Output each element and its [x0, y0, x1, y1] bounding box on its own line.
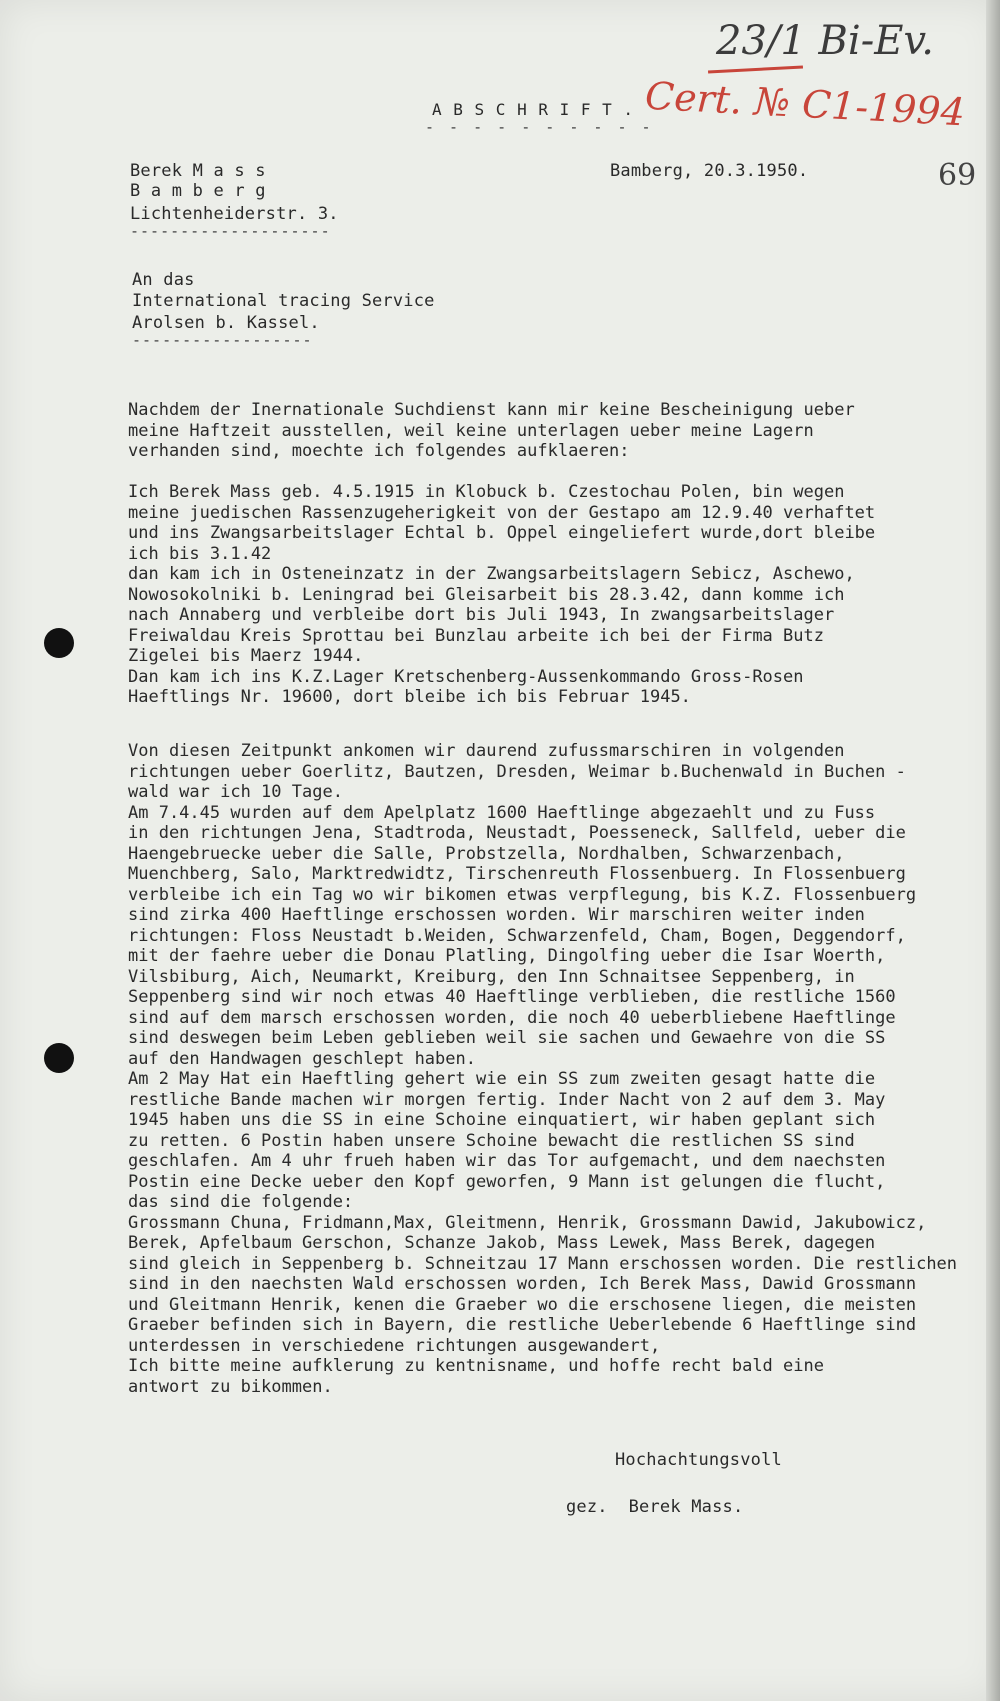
recipient-line-1: An das	[132, 270, 195, 290]
text-line: Zigelei bis Maerz 1944.	[128, 646, 364, 666]
sender-rule: --------------------	[130, 222, 331, 240]
punch-hole-bottom	[44, 1043, 74, 1073]
closing-greeting: Hochachtungsvoll	[615, 1450, 782, 1470]
page-number: 69	[938, 158, 977, 193]
recipient-line-2: International tracing Service	[132, 291, 435, 311]
text-line: sind zirka 400 Haeftlinge erschossen worden. Wir marschiren weiter inden	[128, 905, 865, 925]
text-line: restliche Bande machen wir morgen fertig. Inder Nacht von 2 auf dem 3. May	[128, 1089, 886, 1110]
text-line: Haeftlings Nr. 19600, dort bleibe ich bis Februar 1945.	[128, 687, 691, 707]
punch-hole-top	[44, 628, 74, 658]
text-line: Freiwaldau Kreis Sprottau bei Bunzlau arbeite ich bei der Firma Butz	[128, 625, 824, 646]
text-line: Grossmann Chuna, Fridmann,Max, Gleitmenn, Henrik, Grossmann Dawid, Jakubowicz,	[128, 1212, 927, 1233]
page-edge	[986, 0, 1000, 1701]
text-line: Seppenberg sind wir noch etwas 40 Haeftlinge verblieben, die restliche 1560	[128, 987, 896, 1007]
sender-city: B a m b e r g	[130, 181, 266, 201]
text-line: und ins Zwangsarbeitslager Echtal b. Oppel eingeliefert wurde,dort bleibe	[128, 523, 876, 543]
text-line: Muenchberg, Salo, Marktredwidtz, Tirschenreuth Flossenbuerg. In Flossenbuerg	[128, 864, 906, 884]
text-line: sind deswegen beim Leben geblieben weil sie sachen und Gewaehre von die SS	[128, 1028, 886, 1048]
handwritten-file-note: 23/1 Bi-Ev.	[716, 18, 935, 64]
place-date: Bamberg, 20.3.1950.	[610, 161, 809, 181]
text-line: Nowosokolniki b. Leningrad bei Gleisarbeit bis 28.3.42, dann komme ich	[128, 584, 845, 605]
title-rule: - - - - - - - - - -	[425, 118, 654, 136]
text-line: Nachdem der Inernationale Suchdienst kann mir keine Bescheinigung ueber	[128, 400, 855, 420]
text-line: Am 2 May Hat ein Haeftling gehert wie ein SS zum zweiten gesagt hatte die	[128, 1069, 876, 1089]
text-line: in den richtungen Jena, Stadtroda, Neustadt, Poesseneck, Sallfeld, ueber die	[128, 823, 906, 843]
closing-signature: gez. Berek Mass.	[566, 1497, 744, 1517]
sender-street: Lichtenheiderstr. 3.	[130, 204, 339, 224]
red-underline	[708, 66, 803, 74]
handwritten-cert-note: Cert. № C1-1994	[644, 73, 966, 135]
text-line: sind in den naechsten Wald erschossen worden, Ich Berek Mass, Dawid Grossmann	[128, 1274, 917, 1294]
paragraph-biography	[128, 482, 988, 708]
text-line: unterdessen in verschiedene richtungen ausgewandert,	[128, 1335, 661, 1356]
text-line: Am 7.4.45 wurden auf dem Apelplatz 1600 Haeftlinge abgezaehlt und zu Fuss	[128, 802, 876, 823]
text-line: wald war ich 10 Tage.	[128, 782, 343, 802]
text-line: geschlafen. Am 4 uhr frueh haben wir das Tor aufgemacht, und dem naechsten	[128, 1151, 886, 1171]
document-title: A B S C H R I F T .	[432, 100, 635, 119]
text-line: Von diesen Zeitpunkt ankomen wir daurend zufussmarschiren in volgenden	[128, 741, 845, 761]
text-line: Postin eine Decke ueber den Kopf geworfen, 9 Mann ist gelungen die flucht,	[128, 1171, 886, 1192]
text-line: meine Haftzeit ausstellen, weil keine unterlagen ueber meine Lagern	[128, 420, 814, 441]
text-line: sind auf dem marsch erschossen worden, die noch 40 ueberbliebene Haeftlinge	[128, 1007, 896, 1028]
text-line: dan kam ich in Osteneinzatz in der Zwangsarbeitslagern Sebicz, Aschewo,	[128, 564, 855, 584]
text-line: sind gleich in Seppenberg b. Schneitzau 17 Mann erschossen worden. Die restlichen	[128, 1253, 958, 1274]
text-line: Dan kam ich ins K.Z.Lager Kretschenberg-Aussenkommando Gross-Rosen	[128, 666, 804, 687]
text-line: Haengebruecke ueber die Salle, Probstzella, Nordhalben, Schwarzenbach,	[128, 843, 845, 864]
paragraph-intro	[128, 400, 988, 462]
text-line: antwort zu bikommen.	[128, 1376, 333, 1397]
text-line: nach Annaberg und verbleibe dort bis Juli 1943, In zwangsarbeitslager	[128, 605, 835, 625]
text-line: Ich Berek Mass geb. 4.5.1915 in Klobuck b. Czestochau Polen, bin wegen	[128, 482, 845, 502]
text-line: ich bis 3.1.42	[128, 543, 272, 564]
recipient-line-3: Arolsen b. Kassel.	[132, 313, 320, 333]
text-line: verhanden sind, moechte ich folgendes aufklaeren:	[128, 441, 630, 461]
text-line: richtungen ueber Goerlitz, Bautzen, Dresden, Weimar b.Buchenwald in Buchen -	[128, 761, 906, 782]
text-line: meine juedischen Rassenzugeherigkeit von der Gestapo am 12.9.40 verhaftet	[128, 502, 876, 523]
paragraph-march	[128, 741, 988, 1397]
text-line: Vilsbiburg, Aich, Neumarkt, Kreiburg, den Inn Schnaitsee Seppenberg, in	[128, 966, 855, 987]
text-line: und Gleitmann Henrik, kenen die Graeber wo die erschosene liegen, die meisten	[128, 1294, 917, 1315]
text-line: zu retten. 6 Postin haben unsere Schoine bewacht die restlichen SS sind	[128, 1130, 855, 1151]
text-line: Berek, Apfelbaum Gerschon, Schanze Jakob, Mass Lewek, Mass Berek, dagegen	[128, 1233, 876, 1253]
text-line: das sind die folgende:	[128, 1192, 354, 1212]
text-line: Graeber befinden sich in Bayern, die restliche Ueberlebende 6 Haeftlinge sind	[128, 1315, 917, 1335]
text-line: richtungen: Floss Neustadt b.Weiden, Schwarzenfeld, Cham, Bogen, Deggendorf,	[128, 925, 906, 946]
text-line: 1945 haben uns die SS in eine Schoine einquatiert, wir haben geplant sich	[128, 1110, 876, 1130]
sender-name: Berek M a s s	[130, 161, 266, 181]
text-line: Ich bitte meine aufklerung zu kentnisname, und hoffe recht bald eine	[128, 1356, 824, 1376]
text-line: mit der faehre ueber die Donau Platling, Dingolfing ueber die Isar Woerth,	[128, 946, 886, 966]
recipient-rule: ------------------	[132, 331, 313, 349]
text-line: auf den Handwagen geschlept haben.	[128, 1048, 476, 1069]
text-line: verbleibe ich ein Tag wo wir bikomen etwas verpflegung, bis K.Z. Flossenbuerg	[128, 884, 917, 905]
